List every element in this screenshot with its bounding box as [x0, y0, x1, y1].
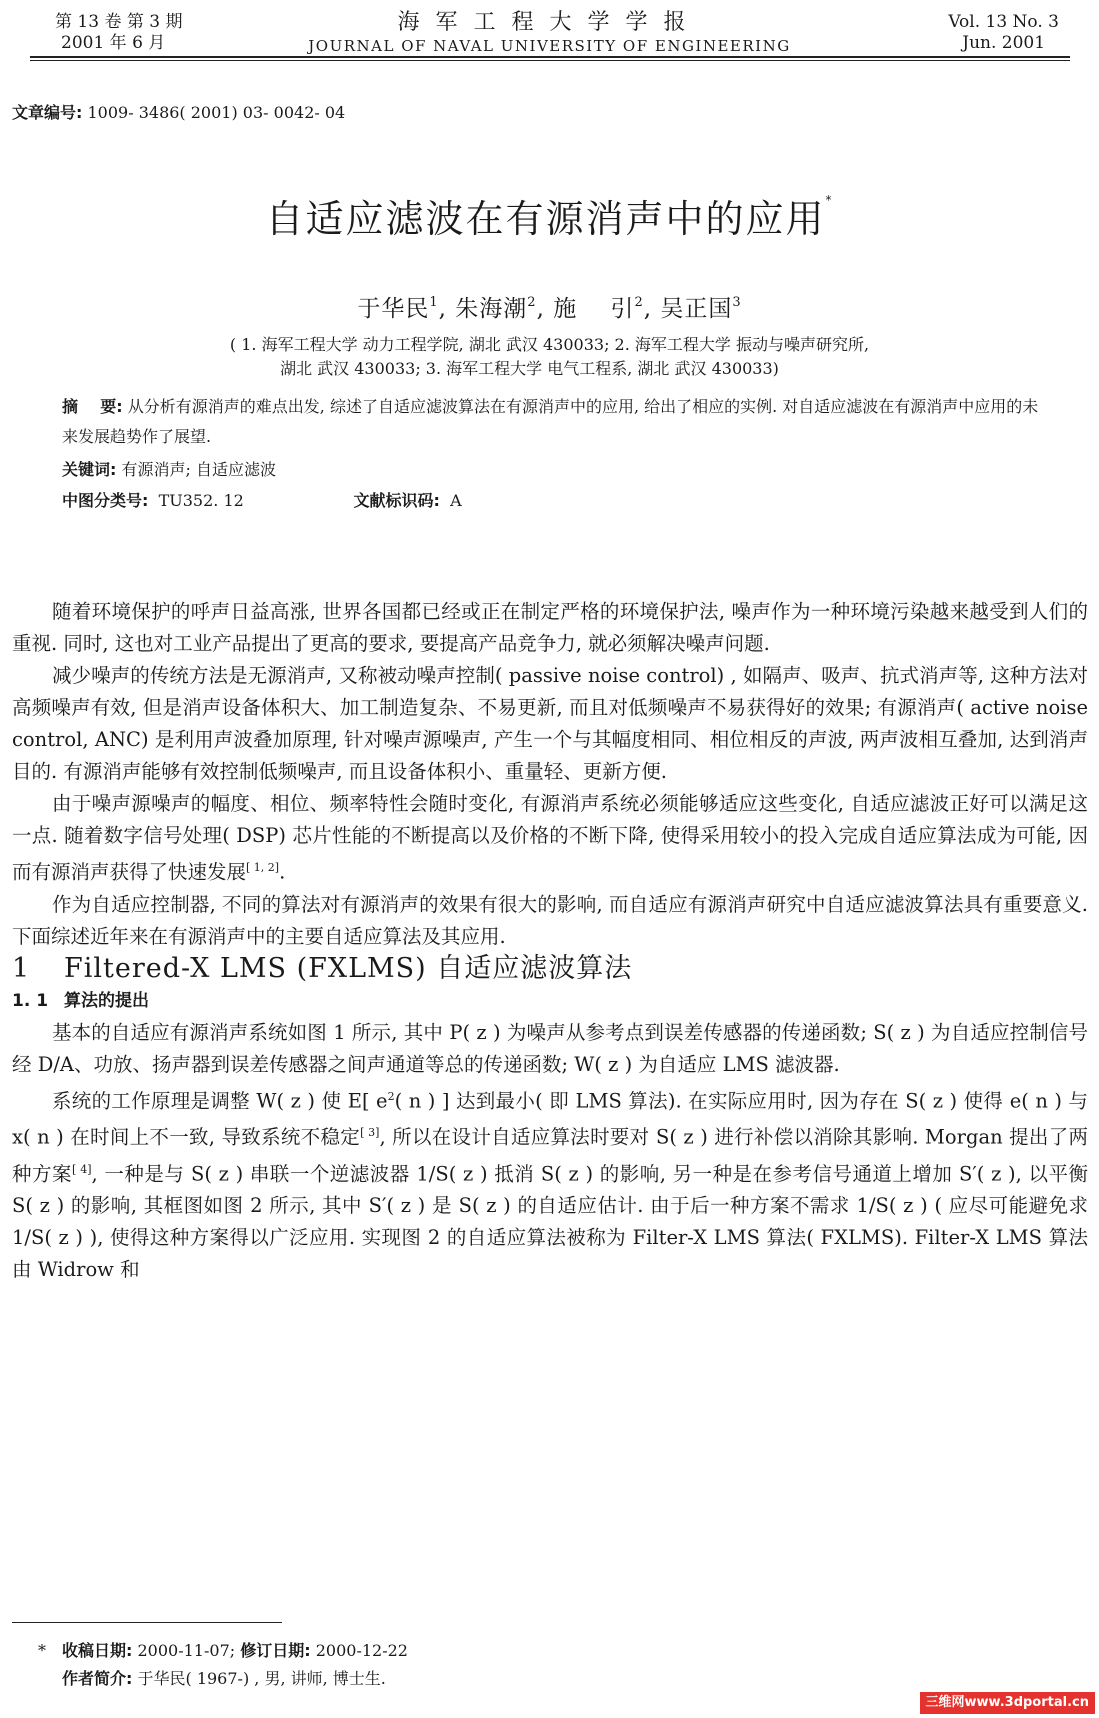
doc-code-label: 文献标识码: — [353, 491, 440, 510]
author-affil-mark: 3 — [732, 295, 742, 310]
footnote-author — [38, 1665, 408, 1693]
author-bio: 于华民( 1967-) , 男, 讲师, 博士生. — [132, 1669, 386, 1688]
header-rule-thick — [30, 56, 1070, 58]
section-number: 1 — [12, 952, 31, 984]
header-date-cn: 2001 年 6 月 — [61, 33, 166, 53]
paragraph-text: 系统的工作原理是调整 W( z ) 使 E[ e — [52, 1089, 388, 1112]
abstract-label: 摘 要: — [62, 397, 123, 416]
header-journal — [0, 10, 1099, 56]
citation: [ 3] — [360, 1126, 380, 1139]
received-date: 2000-11-07; — [132, 1641, 236, 1660]
author-name: 朱海潮 — [455, 296, 528, 322]
footnote-rule — [12, 1622, 282, 1623]
doc-code-value: A — [439, 491, 462, 510]
author-name: 于华民 — [357, 296, 430, 322]
header-volume-cn: 第 13 卷 第 3 期 — [55, 12, 183, 32]
author-affil-mark: 1 — [429, 295, 439, 310]
journal-title-en: JOURNAL OF NAVAL UNIVERSITY OF ENGINEERING — [308, 37, 791, 55]
clc-label: 中图分类号: — [62, 491, 149, 510]
affiliations — [0, 333, 1099, 381]
footnote-dates — [38, 1637, 408, 1665]
paragraph: 作为自适应控制器, 不同的算法对有源消声的效果有很大的影响, 而自适应有源消声研究中自适应滤波算法具有重要意义. 下面综述近年来在有源消声中的主要自适应算法及其应用. — [12, 892, 1088, 948]
revised-date: 2000-12-22 — [310, 1641, 408, 1660]
author-separator: , — [438, 296, 456, 322]
exponent: 2 — [387, 1089, 395, 1103]
header-rule-thin — [30, 60, 1070, 61]
paragraph-text: , 一种是与 S( z ) 串联一个逆滤波器 1/S( z ) 抵消 S( z ) 的影响, 另一种是在参考信号通道上增加 S′( z ), 以平衡 S( z ) 的影响, 其框图如图 2 所示, 其中 S′( z ) 是 S( z ) 的自适应估计. 由于后一种方案不需求 1/S( z ) ( 应尽可能避免求 1/S( z ) ), 使得这种方案得以广泛应用. 实现图 2 的自适应算法被称为 Filter-X LMS 算法( FXLMS). Filter-X LMS 算法由 Widrow 和 — [12, 1162, 1088, 1281]
author-affil-mark: 2 — [527, 295, 537, 310]
paragraph-text: . — [279, 860, 286, 884]
subsection-title: 算法的提出 — [64, 990, 149, 1011]
author-name: 吴正国 — [660, 296, 733, 322]
paragraph: 随着环境保护的呼声日益高涨, 世界各国都已经或正在制定严格的环境保护法, 噪声作为一种环境污染越来越受到人们的重视. 同时, 这也对工业产品提出了更高的要求, 要提高产品竞争力, 就必须解决噪声问题. — [12, 600, 1088, 655]
subsection-number: 1. 1 — [12, 990, 49, 1011]
abstract-text: 从分析有源消声的难点出发, 综述了自适应滤波算法在有源消声中的应用, 给出了相应的实例. 对自适应滤波在有源消声中应用的未来发展趋势作了展望. — [62, 397, 1039, 446]
paragraph — [12, 788, 1088, 889]
subsection-heading — [12, 985, 1088, 1017]
footnote-mark: * — [38, 1641, 46, 1660]
body-text — [12, 596, 1088, 1286]
abstract — [62, 392, 1052, 452]
classification — [62, 486, 1052, 516]
affiliation-line: 湖北 武汉 430033; 3. 海军工程大学 电气工程系, 湖北 武汉 430033) — [280, 359, 779, 378]
article-number — [12, 100, 345, 123]
journal-title-cn: 海军工程大学学报 — [397, 10, 702, 35]
header-volume-issue-en — [948, 12, 1059, 54]
keywords — [62, 455, 1052, 485]
paragraph: 基本的自适应有源消声系统如图 1 所示, 其中 P( z ) 为噪声从参考点到误差传感器的传递函数; S( z ) 为自适应控制信号经 D/A、功放、扬声器到误差传感器之间声通道等总的传递函数; W( z ) 为自适应 LMS 滤波器. — [12, 1020, 1088, 1076]
header-date-en: Jun. 2001 — [962, 33, 1046, 53]
author-list — [0, 290, 1099, 323]
received-label: 收稿日期: — [62, 1641, 133, 1660]
citation: [ 4] — [71, 1162, 92, 1176]
paper-title-text: 自适应滤波在有源消声中的应用 — [265, 197, 826, 241]
paragraph-text: , 所以在设计自适应算法时要对 S( z ) 进行补偿以消除其影响. Morgan 提出了两种方案 — [12, 1125, 1089, 1185]
footnote — [38, 1637, 408, 1693]
title-footnote-mark: * — [825, 193, 834, 207]
keywords-label: 关键词: — [62, 460, 117, 479]
author-affil-mark: 2 — [634, 295, 644, 310]
article-number-label: 文章编号: — [12, 103, 83, 122]
site-watermark: 三维网www.3dportal.cn — [920, 1692, 1095, 1714]
affiliation-line: ( 1. 海军工程大学 动力工程学院, 湖北 武汉 430033; 2. 海军工程大学 振动与噪声研究所, — [229, 335, 870, 354]
revised-label: 修订日期: — [240, 1641, 311, 1660]
paragraph-text: 由于噪声源噪声的幅度、相位、频率特性会随时变化, 有源消声系统必须能够适应这些变化, 自适应滤波正好可以满足这一点. 随着数字信号处理( DSP) 芯片性能的不断提高以及价格的不断下降, 使得采用较小的投入完成自适应算法成为可能, 因而有源消声获得了快速发展 — [12, 792, 1088, 884]
paragraph — [12, 1081, 1088, 1287]
paragraph-text: ( n ) ] 达到最小( 即 LMS 算法). 在实际应用时, 因为存在 S( z ) 使得 e( n ) 与 x( n ) 在时间上不一致, 导致系统不稳定 — [12, 1089, 1088, 1149]
author-bio-label: 作者简介: — [62, 1669, 133, 1688]
author-separator: , — [536, 296, 554, 322]
paper-title — [0, 188, 1099, 243]
article-number-value: 1009- 3486( 2001) 03- 0042- 04 — [82, 103, 346, 122]
clc-value: TU352. 12 — [148, 491, 244, 510]
section-title: Filtered-X LMS (FXLMS) 自适应滤波算法 — [64, 952, 633, 984]
paragraph: 减少噪声的传统方法是无源消声, 又称被动噪声控制( passive noise control) , 如隔声、吸声、抗式消声等, 这种方法对高频噪声有效, 但是消声设备体积大、加工制造复杂、不易更新, 而且对低频噪声不易获得好的效果; 有源消声( active noise control, ANC) 是利用声波叠加原理, 针对噪声源噪声, 产生一个与其幅度相同、相位相反的声波, 两声波相互叠加, 达到消声目的. 有源消声能够有效控制低频噪声, 而且设备体积小、重量轻、更新方便. — [12, 664, 1088, 783]
author-name: 施 引 — [553, 296, 635, 322]
author-separator: , — [643, 296, 661, 322]
header-volume-en: Vol. 13 No. 3 — [948, 12, 1059, 32]
citation: [ 1, 2] — [246, 861, 280, 874]
keywords-text: 有源消声; 自适应滤波 — [116, 460, 276, 479]
section-heading — [12, 953, 1088, 985]
